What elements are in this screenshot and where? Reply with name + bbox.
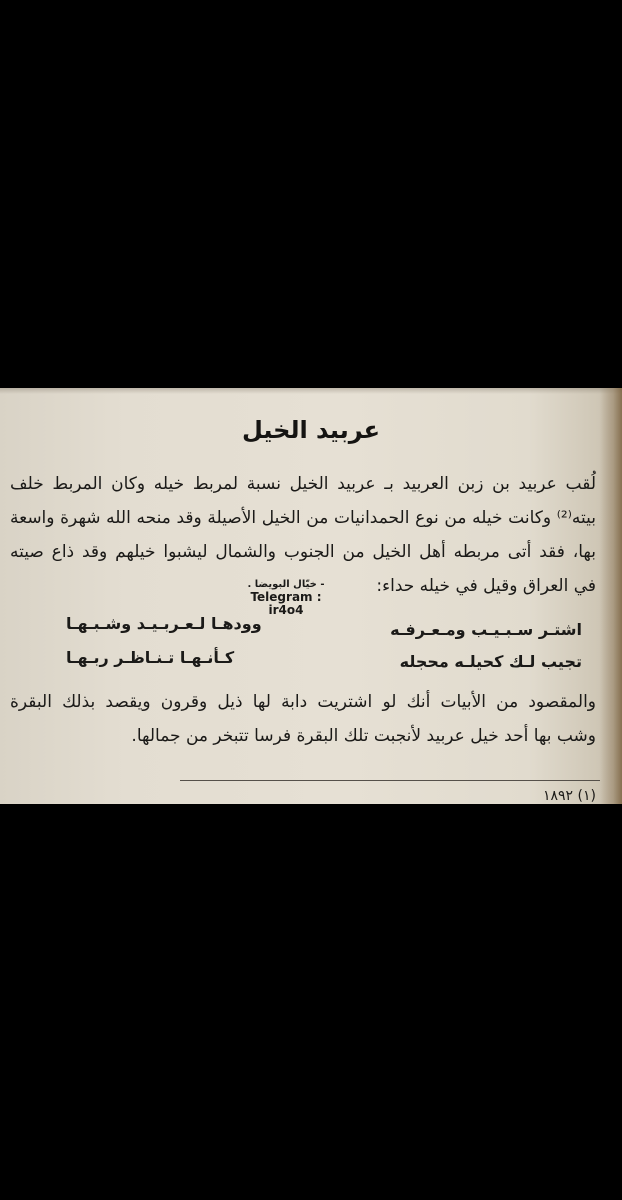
paragraph-line-3: بها، فقد أتى مربطه أهل الخيل من الجنوب والشمال ليشبوا خيلهم وقد ذاع صيته xyxy=(10,542,596,562)
page-heading: عربيد الخيل xyxy=(241,416,381,444)
verse-2-first-half: تجيب لـك كحيلـه محجله xyxy=(399,652,582,671)
verse-2-second-half: كـأنـهـا تـنـاظـر ربـهـا xyxy=(66,648,235,667)
paragraph-line-2: بيته⁽²⁾ وكانت خيله من نوع الحمدانيات من الخيل الأصيلة وقد منحه الله شهرة واسعة xyxy=(10,508,596,528)
watermark-name: - خيّال البويضا . xyxy=(247,579,325,590)
watermark-telegram: Telegram : ir4o4 xyxy=(250,590,322,617)
paragraph-line-4: في العراق وقيل في خيله حداء: xyxy=(376,576,596,596)
watermark xyxy=(236,578,336,617)
verse-1-second-half: وودهـا لـعـربـيـد وشـبـهـا xyxy=(66,614,262,633)
book-page-photo xyxy=(0,388,622,804)
verse-1-first-half: اشتـر سـبـيـب ومـعـرفـه xyxy=(390,620,582,639)
footnote-divider xyxy=(180,780,600,781)
closing-line-2: وشب بها أحد خيل عربيد لأنجبت تلك البقرة فرسا تتبخر من جمالها. xyxy=(131,726,596,746)
paragraph-line-1: لُقب عربيد بن زبن العربيد بـ عربيد الخيل نسبة لمربط خيله وكان المربط خلف xyxy=(10,474,596,494)
page-top-shadow xyxy=(0,388,622,394)
book-binding-shadow xyxy=(600,388,622,804)
closing-line-1: والمقصود من الأبيات أنك لو اشتريت دابة لها ذيل وقرون ويقصد بذلك البقرة xyxy=(10,692,596,712)
footnote: (١) ١٨٩٢ xyxy=(543,788,596,804)
